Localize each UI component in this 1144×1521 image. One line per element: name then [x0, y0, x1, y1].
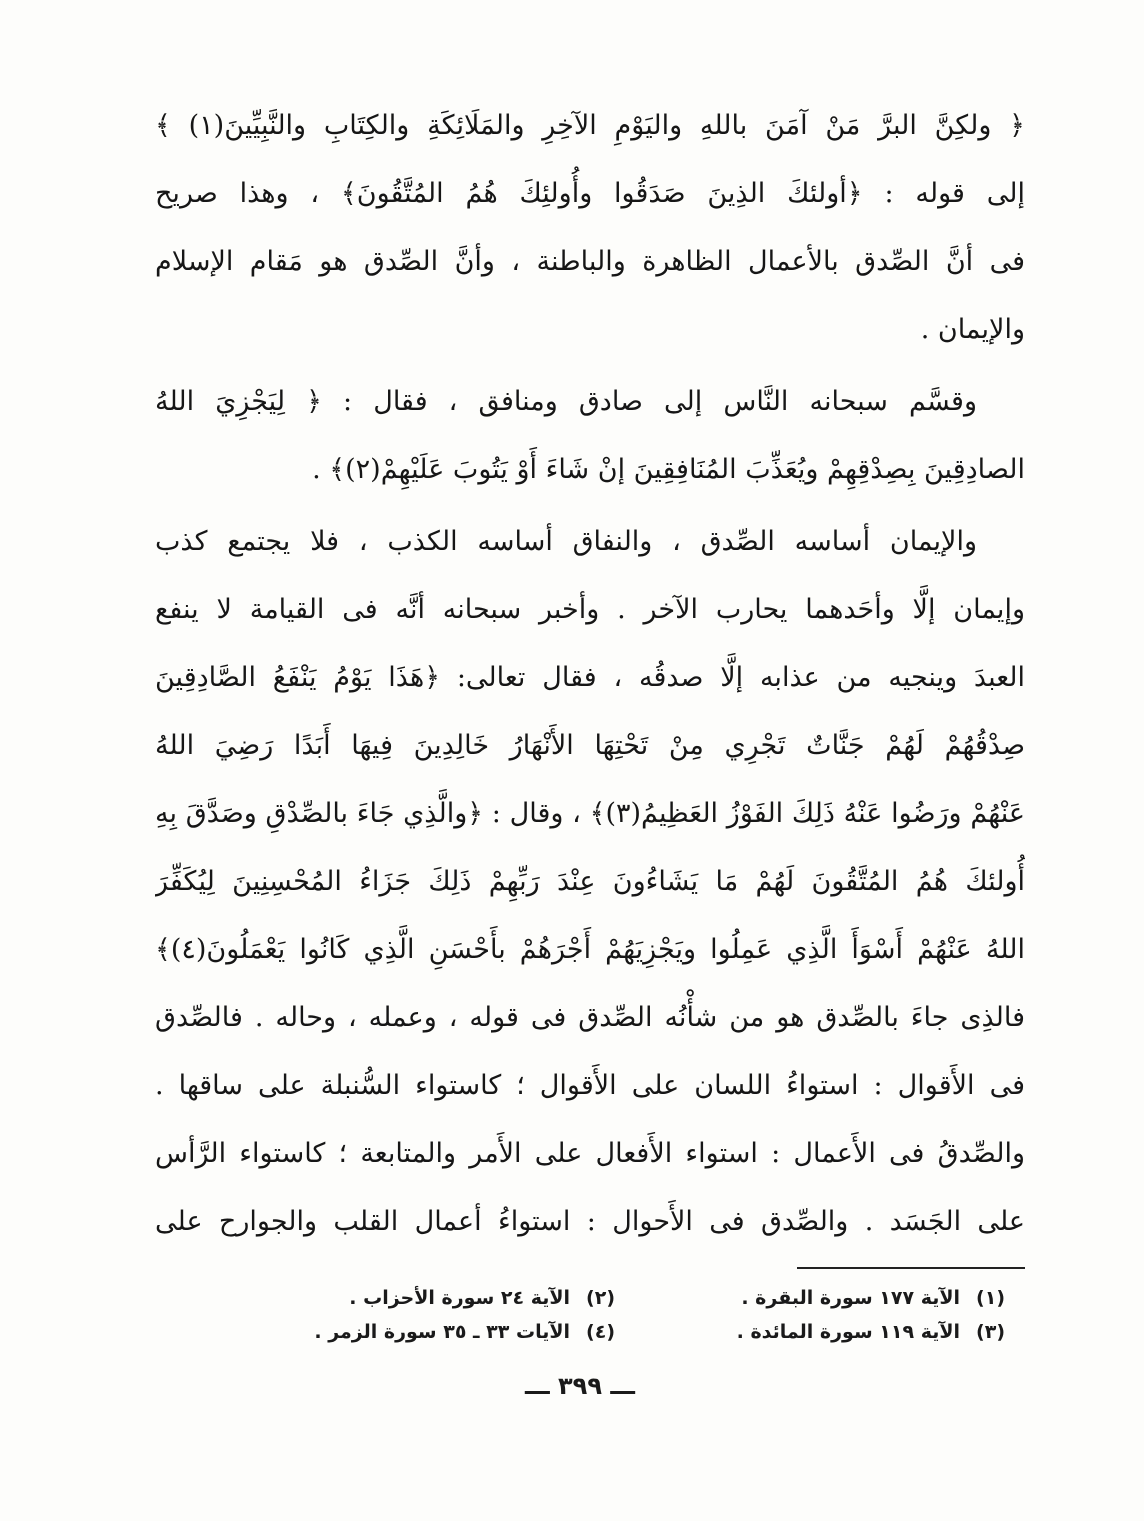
page-number: ـــ ٣٩٩ ـــ [525, 1372, 635, 1400]
text-line: اللهُ عَنْهُمْ أَسْوَأَ الَّذِي عَمِلُوا ويَجْزِيَهُمْ أَجْرَهُمْ بأَحْسَنِ الَّذِي كَانُوا يَعْمَلُونَ(٤)﴾ [155, 934, 1025, 965]
footnote-text: الآية ١١٩ سورة المائدة . [736, 1321, 961, 1343]
text-line: إلى قوله : ﴿أولئكَ الذِينَ صَدَقُوا وأُولئِكَ هُمُ المُتَّقُونَ﴾ ، وهذا صريح [155, 178, 1025, 209]
footnote-3 [615, 1318, 1005, 1346]
text-line: أُولئكَ هُمُ المُتَّقُونَ لَهُمْ مَا يَشَاءُونَ عِنْدَ رَبِّهِمْ ذَلِكَ جَزَاءُ المُحْسِنِينَ لِيُكَفِّرَ [155, 866, 1025, 897]
text-line: والصِّدقُ فى الأَعمال : استواء الأَفعال على الأَمر والمتابعة ؛ كاستواء الرَّأس [155, 1138, 1025, 1169]
text-line: وقسَّم سبحانه النَّاس إلى صادق ومنافق ، فقال : ﴿ لِيَجْزِيَ اللهُ [155, 386, 977, 417]
footnotes [225, 1284, 1005, 1346]
footnote-divider [797, 1267, 1025, 1269]
text-line: وإيمان إلَّا وأحَدهما يحارب الآخر . وأخبر سبحانه أنَّه فى القيامة لا ينفع [155, 594, 1025, 625]
footnote-number: (٣) [976, 1321, 1005, 1343]
footnote-text: الآية ٢٤ سورة الأحزاب . [349, 1287, 571, 1309]
text-line: عَنْهُمْ ورَضُوا عَنْهُ ذَلِكَ الفَوْزُ العَظِيمُ(٣)﴾ ، وقال : ﴿والَّذِي جَاءَ بالصِّدْقِ وصَدَّقَ بِهِ [155, 798, 1025, 829]
footnote-number: (٤) [586, 1321, 615, 1343]
footnote-text: الآيات ٣٣ ـ ٣٥ سورة الزمر . [314, 1321, 571, 1343]
footnote-text: الآية ١٧٧ سورة البقرة . [741, 1287, 961, 1309]
text-line: الصادِقِينَ بِصِدْقِهِمْ ويُعَذِّبَ المُنَافِقِينَ إنْ شَاءَ أَوْ يَتُوبَ عَلَيْهِمْ(٢)﴾ . [312, 454, 1025, 485]
text-line: العبدَ وينجيه من عذابه إلَّا صدقُه ، فقال تعالى: ﴿هَذَا يَوْمُ يَنْفَعُ الصَّادِقِينَ [155, 662, 1025, 693]
text-line: ﴿ ولكِنَّ البرَّ مَنْ آمَنَ باللهِ واليَوْمِ الآخِرِ والمَلَائِكَةِ والكِتَابِ والنَّبِيِّينَ(١) ﴾ [155, 110, 1025, 141]
text-line: والإيمان أساسه الصِّدق ، والنفاق أساسه الكذب ، فلا يجتمع كذب [155, 526, 977, 557]
footnote-number: (٢) [586, 1287, 615, 1309]
text-line: فى أنَّ الصِّدق بالأعمال الظاهرة والباطنة ، وأنَّ الصِّدق هو مَقام الإسلام [155, 246, 1025, 277]
text-line: صِدْقُهُمْ لَهُمْ جَنَّاتٌ تَجْرِي مِنْ تَحْتِهَا الأَنْهَارُ خَالِدِينَ فِيهَا أَبَدًا رَضِيَ اللهُ [155, 730, 1025, 761]
footnote-1 [615, 1284, 1005, 1312]
footnote-2 [225, 1284, 615, 1312]
main-text [155, 92, 1025, 1256]
footnote-number: (١) [976, 1287, 1005, 1309]
text-line: والإيمان . [920, 314, 1025, 345]
text-line: فالذِى جاءَ بالصِّدق هو من شأْنُه الصِّدق فى قوله ، وعمله ، وحاله . فالصِّدق [155, 1002, 1025, 1033]
footnote-4 [225, 1318, 615, 1346]
text-line: فى الأَقوال : استواءُ اللسان على الأَقوال ؛ كاستواء السُّنبلة على ساقها . [155, 1070, 1025, 1101]
text-line: على الجَسَد . والصِّدق فى الأَحوال : استواءُ أعمال القلب والجوارح على [155, 1206, 1025, 1237]
